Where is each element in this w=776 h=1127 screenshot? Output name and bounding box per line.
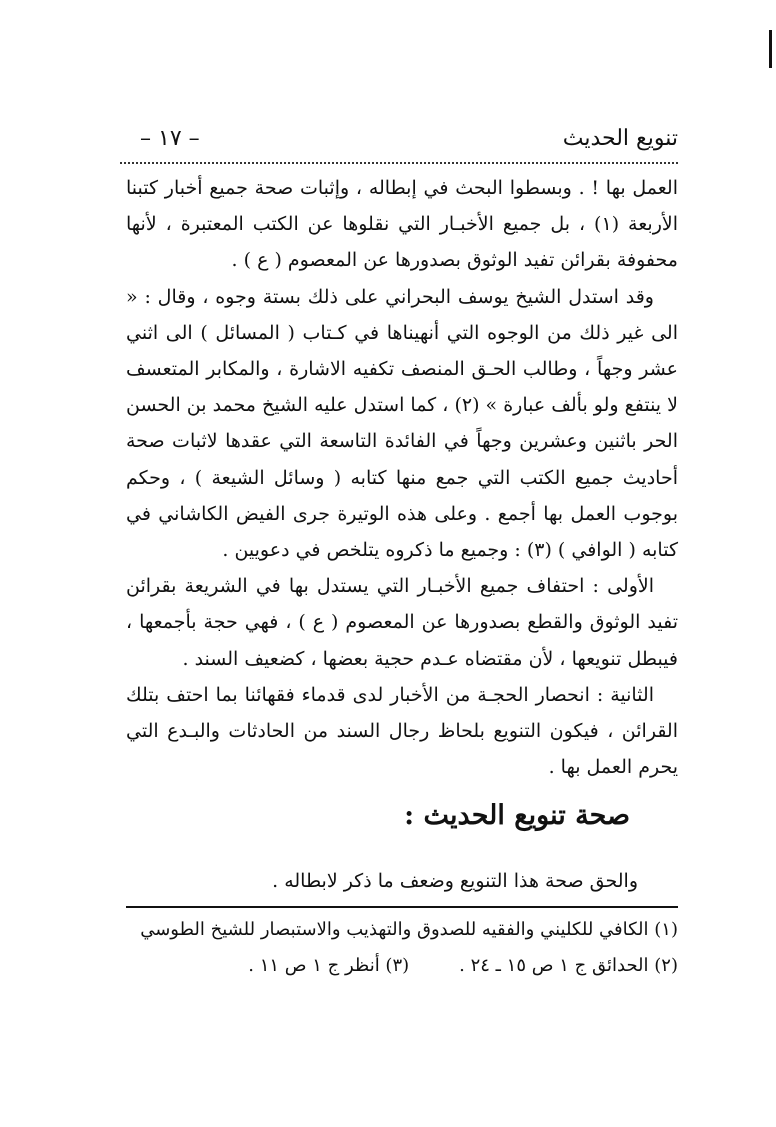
body-text bbox=[126, 170, 678, 785]
footnote-row bbox=[126, 912, 678, 948]
page-number: – ١٧ – bbox=[140, 126, 200, 151]
section-heading: صحة تنويع الحديث : bbox=[404, 800, 630, 831]
footnotes bbox=[126, 912, 678, 984]
header-divider bbox=[120, 162, 678, 164]
paragraph: وقد استدل الشيخ يوسف البحراني على ذلك بستة وجوه ، وقال : « الى غير ذلك من الوجوه التي أنهيناها في كـتاب ( المسائل ) الى اثني عشر وجهاً ، وطالب الحـق المنصف تكفيه الاشارة ، والمكابر المتعسف لا ينتفع ولو بألف عبارة » (٢) ، كما استدل عليه الشيخ محمد بن الحسن الحر باثنين وعشرين وجهاً في الفائدة التاسعة التي عقدها لاثبات صحة أحاديث جميع الكتب التي جمع منها كتابه ( وسائل الشيعة ) ، وحكم بوجوب العمل بها أجمع . وعلى هذه الوتيرة جرى الفيض الكاشاني في كتابه ( الوافي ) (٣) : وجميع ما ذكروه يتلخص في دعويين . bbox=[126, 285, 678, 562]
page-header bbox=[120, 126, 678, 160]
section-paragraph: والحق صحة هذا التنويع وضعف ما ذكر لابطاله . bbox=[272, 870, 638, 892]
paragraph: العمل بها ! . وبسطوا البحث في إبطاله ، وإثبات صحة جميع أخبار كتبنا الأربعة (١) ، بل جميع الأخبـار التي نقلوها عن الكتب المعتبرة ، لأنها محفوفة بقرائن تفيد الوثوق بصدورها عن المعصوم ( ع ) . bbox=[126, 177, 678, 272]
footnote-1: (١) الكافي للكليني والفقيه للصدوق والتهذيب والاستبصار للشيخ الطوسي bbox=[140, 919, 678, 940]
footnote-divider bbox=[126, 906, 678, 908]
footnote-3: (٣) أنظر ج ١ ص ١١ . bbox=[248, 955, 410, 976]
paragraph: الأولى : احتفاف جميع الأخبـار التي يستدل بها في الشريعة بقرائن تفيد الوثوق والقطع بصدورها عن المعصوم ( ع ) ، فهي حجة بأجمعها ، فيبطل تنويعها ، لأن مقتضاه عـدم حجية بعضها ، كضعيف السند . bbox=[126, 575, 678, 670]
running-head: تنويع الحديث bbox=[562, 126, 678, 151]
footnote-spacer bbox=[409, 948, 459, 984]
footnote-row bbox=[126, 948, 678, 984]
footnote-2: (٢) الحدائق ج ١ ص ١٥ ـ ٢٤ . bbox=[459, 955, 678, 976]
paragraph: الثانية : انحصار الحجـة من الأخبار لدى قدماء فقهائنا بما احتف بتلك القرائن ، فيكون التنويع بلحاظ رجال السند من الحادثات والبـدع التي يحرم العمل بها . bbox=[126, 683, 678, 779]
